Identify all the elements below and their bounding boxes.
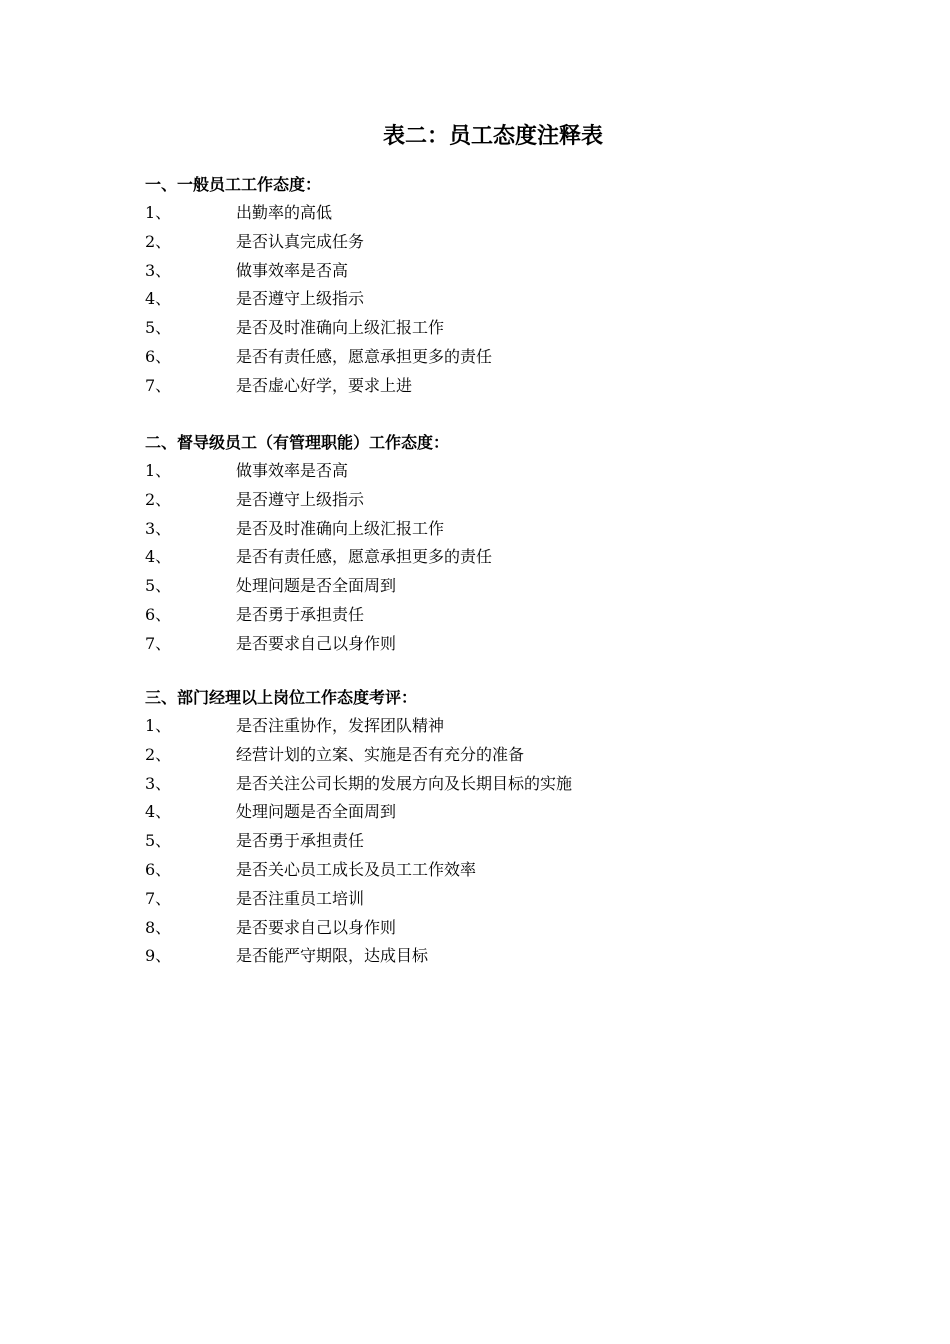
- item-text: 是否关注公司长期的发展方向及长期目标的实施: [236, 773, 573, 793]
- item-text: 是否有责任感，愿意承担更多的责任: [236, 346, 493, 366]
- list-item: [145, 630, 845, 659]
- item-text: 是否关心员工成长及员工工作效率: [236, 859, 477, 879]
- item-text: 是否勇于承担责任: [236, 604, 365, 624]
- section-supervisor-staff: [145, 429, 845, 659]
- item-number: 2、: [145, 744, 172, 764]
- list-item: [145, 942, 845, 971]
- list-item: [145, 457, 845, 486]
- item-number: 4、: [145, 802, 172, 822]
- item-text: 处理问题是否全面周到: [236, 576, 397, 596]
- item-number: 1、: [145, 461, 172, 480]
- list-item: [145, 572, 845, 601]
- item-text: 是否及时准确向上级汇报工作: [236, 318, 445, 338]
- item-text: 是否及时准确向上级汇报工作: [236, 518, 445, 538]
- item-number: 6、: [145, 859, 172, 879]
- item-number: 3、: [145, 260, 172, 280]
- item-text: 是否能严守期限，达成目标: [236, 946, 429, 966]
- list-item: [145, 228, 845, 257]
- list-item: [145, 741, 845, 770]
- item-text: 出勤率的高低: [236, 203, 333, 222]
- item-number: 1、: [145, 716, 172, 735]
- item-text: 是否注重协作，发挥团队精神: [236, 716, 445, 735]
- item-number: 5、: [145, 576, 172, 596]
- section-heading: 二、督导级员工（有管理职能）工作态度：: [145, 433, 450, 452]
- item-text: 是否注重员工培训: [236, 888, 365, 908]
- list-item: [145, 885, 845, 914]
- list-item: [145, 486, 845, 515]
- item-number: 7、: [145, 633, 172, 653]
- item-number: 2、: [145, 231, 172, 251]
- item-number: 4、: [145, 289, 172, 309]
- item-number: 2、: [145, 489, 172, 509]
- item-number: 6、: [145, 604, 172, 624]
- item-number: 4、: [145, 547, 172, 567]
- list-item: [145, 798, 845, 827]
- section-heading: 三、部门经理以上岗位工作态度考评：: [145, 688, 418, 707]
- list-item: [145, 856, 845, 885]
- list-item: [145, 199, 845, 228]
- item-text: 经营计划的立案、实施是否有充分的准备: [236, 744, 525, 764]
- list-item: [145, 372, 845, 401]
- item-text: 是否要求自己以身作则: [236, 917, 397, 937]
- item-number: 1、: [145, 203, 172, 222]
- list-item: [145, 601, 845, 630]
- item-number: 3、: [145, 518, 172, 538]
- list-item: [145, 770, 845, 799]
- item-text: 做事效率是否高: [236, 461, 349, 480]
- list-item: [145, 343, 845, 372]
- item-text: 做事效率是否高: [236, 260, 349, 280]
- item-text: 是否虚心好学，要求上进: [236, 375, 413, 395]
- page-title: 表二：员工态度注释表: [382, 124, 603, 149]
- item-number: 7、: [145, 888, 172, 908]
- item-text: 是否遵守上级指示: [236, 289, 365, 309]
- list-item: [145, 314, 845, 343]
- item-text: 是否遵守上级指示: [236, 489, 365, 509]
- item-number: 5、: [145, 318, 172, 338]
- item-number: 7、: [145, 375, 172, 395]
- item-number: 6、: [145, 346, 172, 366]
- item-text: 是否要求自己以身作则: [236, 633, 397, 653]
- item-text: 是否有责任感，愿意承担更多的责任: [236, 547, 493, 567]
- list-item: [145, 257, 845, 286]
- list-item: [145, 712, 845, 741]
- list-item: [145, 285, 845, 314]
- item-number: 3、: [145, 773, 172, 793]
- item-number: 9、: [145, 946, 172, 966]
- section-heading: 一、一般员工工作态度：: [145, 175, 322, 194]
- list-item: [145, 543, 845, 572]
- list-item: [145, 827, 845, 856]
- item-number: 5、: [145, 831, 172, 851]
- section-general-staff: [145, 171, 845, 401]
- list-item: [145, 914, 845, 943]
- list-item: [145, 515, 845, 544]
- item-text: 是否勇于承担责任: [236, 831, 365, 851]
- item-number: 8、: [145, 917, 172, 937]
- section-manager-staff: [145, 684, 845, 971]
- item-text: 是否认真完成任务: [236, 231, 365, 251]
- item-text: 处理问题是否全面周到: [236, 802, 397, 822]
